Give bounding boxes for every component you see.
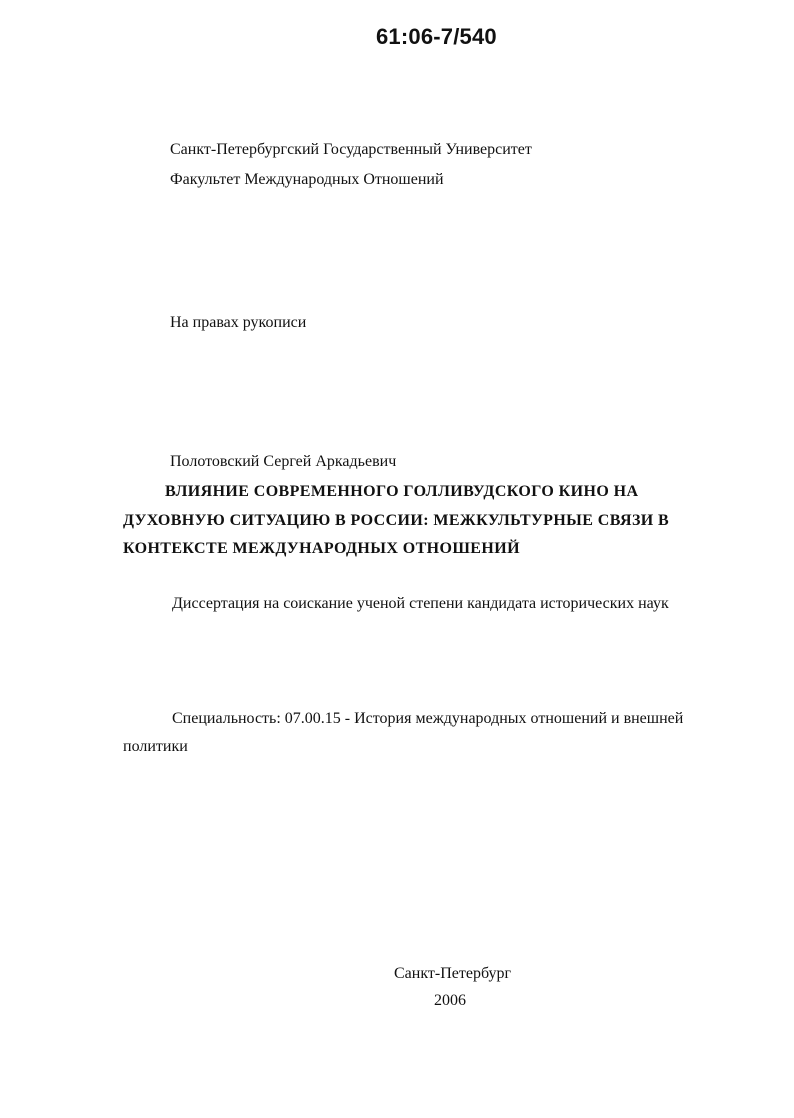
archive-stamp: 61:06-7/540 [376, 24, 497, 49]
faculty-name: Факультет Международных Отношений [170, 171, 444, 188]
dissertation-title-line-2: ДУХОВНУЮ СИТУАЦИЮ В РОССИИ: МЕЖКУЛЬТУРНЫЕ СВЯЗИ В [123, 512, 670, 529]
university-name: Санкт-Петербургский Государственный Университет [170, 141, 532, 158]
dissertation-title-line-3: КОНТЕКСТЕ МЕЖДУНАРОДНЫХ ОТНОШЕНИЙ [123, 540, 520, 557]
author-name: Полотовский Сергей Аркадьевич [170, 453, 397, 470]
city: Санкт-Петербург [394, 965, 512, 982]
specialty-line-1: Специальность: 07.00.15 - История международных отношений и внешней [172, 710, 684, 727]
specialty-line-2: политики [123, 738, 188, 755]
degree-statement: Диссертация на соискание ученой степени кандидата исторических наук [172, 595, 669, 612]
dissertation-title-line-1: ВЛИЯНИЕ СОВРЕМЕННОГО ГОЛЛИВУДСКОГО КИНО НА [165, 483, 639, 500]
year: 2006 [434, 992, 466, 1009]
manuscript-note: На правах рукописи [170, 314, 307, 331]
